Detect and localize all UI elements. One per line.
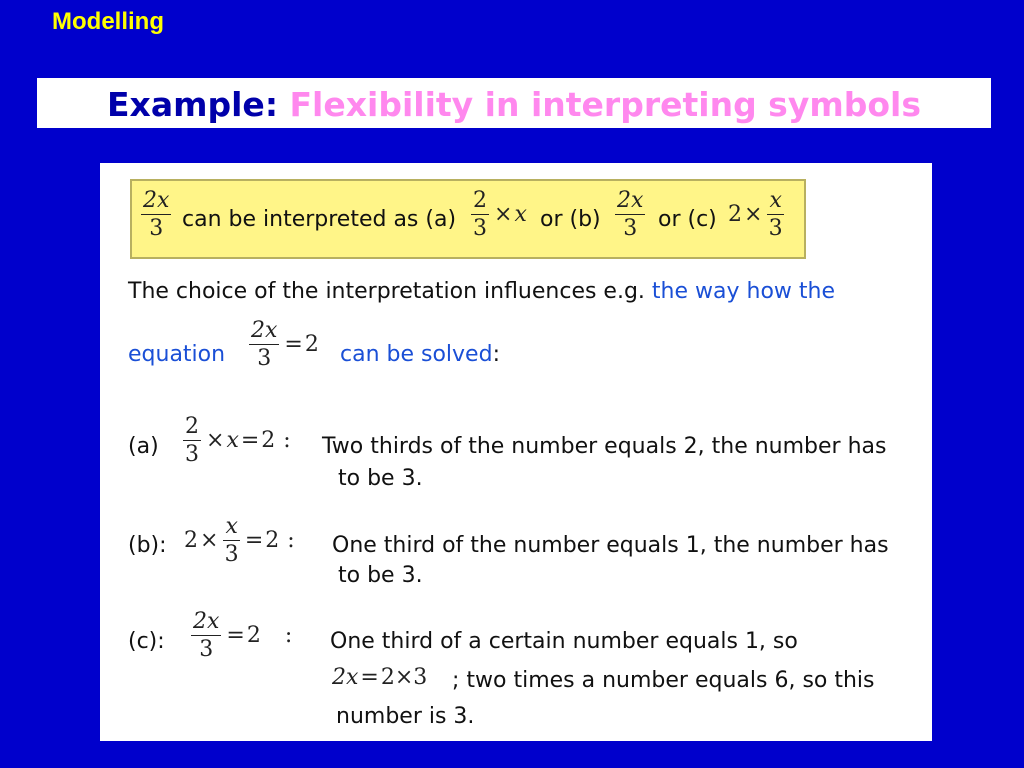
case-c-equation: $\frac{2x}{3}$ = 2 : [193, 609, 293, 663]
case-a-text-1: Two thirds of the number equals 2, the number has [322, 434, 887, 459]
intro-equation: $\frac{2x}{3}$ = 2 [251, 318, 319, 372]
or-b-text: or (b) [540, 207, 601, 232]
case-a-equation: $\frac{2}{3}$ × x = 2 : [185, 414, 291, 468]
case-c-text-3: number is 3. [336, 704, 475, 729]
case-c-label: (c): [128, 629, 165, 654]
content-panel [100, 163, 932, 741]
interpreted-as-text: can be interpreted as (a) [182, 207, 457, 232]
intro-equation-label: equation [128, 342, 226, 367]
option-c-expression: 2 × $\frac{x}{3}$ [728, 188, 783, 242]
case-a-label: (a) [128, 434, 159, 459]
case-c-text-1: One third of a certain number equals 1, so [330, 629, 798, 654]
case-b-text-1: One third of the number equals 1, the number has [332, 533, 889, 558]
intro-line-1: The choice of the interpretation influences e.g. the way how the [128, 279, 836, 304]
case-a-text-2: to be 3. [338, 466, 423, 491]
option-a-expression: $\frac{2}{3}$ × x [473, 188, 527, 242]
frac-2x-over-3: $\frac{2x}{3}$ [143, 188, 170, 242]
title-rest: Flexibility in interpreting symbols [289, 85, 921, 124]
definition-box [130, 179, 806, 259]
intro-line-2-end: can be solved: [340, 342, 500, 367]
or-c-text: or (c) [658, 207, 717, 232]
section-title: Modelling [52, 8, 164, 35]
title-lead: Example: [107, 85, 279, 124]
case-b-label: (b): [128, 533, 167, 558]
case-c-inline-equation: 2x = 2×3 [332, 665, 428, 690]
option-b-expression: $\frac{2x}{3}$ [617, 188, 644, 242]
case-b-equation: 2 × $\frac{x}{3}$ = 2 : [184, 514, 295, 568]
case-b-text-2: to be 3. [338, 563, 423, 588]
slide-title [37, 85, 991, 124]
case-c-text-2: ; two times a number equals 6, so this [452, 668, 875, 693]
title-bar [37, 78, 991, 128]
